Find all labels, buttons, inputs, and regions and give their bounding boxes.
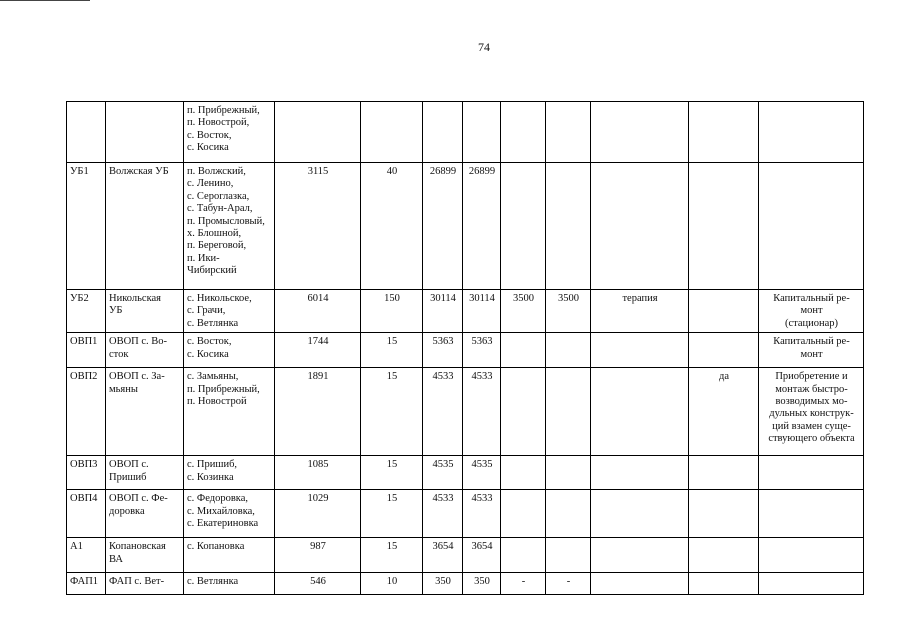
facility-name-cell-line: Пришиб	[109, 471, 147, 483]
value-a-cell	[423, 102, 463, 163]
note-cell	[759, 538, 864, 573]
profile-cell	[591, 538, 689, 573]
profile-cell	[591, 333, 689, 368]
value-c-cell: 3500	[501, 290, 546, 333]
value-d-cell: -	[546, 573, 591, 595]
settlements-cell-line: с. Ветлянка	[187, 576, 239, 588]
settlements-cell-line: с. Федоровка,	[187, 493, 249, 505]
value-b-cell: 5363	[463, 333, 501, 368]
note-cell-line: монт	[800, 305, 823, 317]
settlements-cell-line: с. Восток,	[187, 129, 232, 141]
facility-code-cell	[67, 102, 106, 163]
value-b-cell	[463, 102, 501, 163]
facility-name-cell	[106, 290, 184, 333]
note-cell	[759, 290, 864, 333]
capacity-cell: 15	[361, 456, 423, 490]
table-row	[67, 290, 864, 333]
top-rule-line	[0, 0, 90, 1]
population-cell: 987	[275, 538, 361, 573]
facility-name-cell	[106, 333, 184, 368]
settlements-cell-line: п. Ики-	[187, 252, 220, 264]
settlements-cell	[184, 456, 275, 490]
population-cell: 1085	[275, 456, 361, 490]
flag-cell	[689, 573, 759, 595]
settlements-cell-line: с. Екатериновка	[187, 518, 259, 530]
note-cell-line: возводимых мо-	[775, 396, 848, 408]
settlements-cell-line: с. Замьяны,	[187, 371, 239, 383]
settlements-cell	[184, 368, 275, 456]
profile-cell	[591, 163, 689, 290]
settlements-cell-line: Чибирский	[187, 265, 237, 277]
settlements-cell-line: с. Восток,	[187, 336, 232, 348]
settlements-cell-line: п. Новострой	[187, 396, 247, 408]
settlements-cell-line: п. Береговой,	[187, 240, 247, 252]
note-cell	[759, 456, 864, 490]
capacity-cell: 40	[361, 163, 423, 290]
facility-name-cell	[106, 368, 184, 456]
value-d-cell	[546, 368, 591, 456]
capacity-cell: 15	[361, 538, 423, 573]
facility-code-cell: УБ1	[67, 163, 106, 290]
value-c-cell	[501, 456, 546, 490]
value-a-cell: 3654	[423, 538, 463, 573]
settlements-cell	[184, 573, 275, 595]
facility-code-cell: ФАП1	[67, 573, 106, 595]
facility-name-cell	[106, 163, 184, 290]
value-b-cell: 30114	[463, 290, 501, 333]
population-cell: 1029	[275, 490, 361, 538]
flag-cell	[689, 333, 759, 368]
flag-cell	[689, 102, 759, 163]
value-a-cell: 4533	[423, 490, 463, 538]
facility-name-cell	[106, 538, 184, 573]
capacity-cell: 15	[361, 490, 423, 538]
facility-name-cell-line: Волжская УБ	[109, 166, 169, 177]
settlements-cell-line: с. Копановка	[187, 541, 245, 553]
facility-name-cell-line: УБ	[109, 305, 123, 317]
facility-code-cell: УБ2	[67, 290, 106, 333]
note-cell-line: Приобретение и	[775, 371, 848, 383]
settlements-cell-line: с. Грачи,	[187, 305, 226, 317]
value-a-cell: 30114	[423, 290, 463, 333]
value-c-cell	[501, 368, 546, 456]
value-b-cell: 350	[463, 573, 501, 595]
value-a-cell: 26899	[423, 163, 463, 290]
flag-cell	[689, 456, 759, 490]
settlements-cell-line: п. Промысловый,	[187, 215, 265, 227]
facility-name-cell-line: ФАП с. Вет-	[109, 576, 165, 588]
facility-code-cell: А1	[67, 538, 106, 573]
value-c-cell: -	[501, 573, 546, 595]
facility-name-cell-line: мьяны	[109, 383, 138, 395]
profile-cell	[591, 573, 689, 595]
facility-code-cell: ОВП4	[67, 490, 106, 538]
note-cell	[759, 102, 864, 163]
capacity-cell	[361, 102, 423, 163]
facility-code-cell: ОВП3	[67, 456, 106, 490]
table-row	[67, 333, 864, 368]
facility-name-cell-line: доровка	[109, 505, 145, 517]
facility-name-cell	[106, 573, 184, 595]
population-cell	[275, 102, 361, 163]
flag-cell	[689, 290, 759, 333]
note-cell	[759, 163, 864, 290]
settlements-cell-line: п. Прибрежный,	[187, 105, 260, 116]
note-cell-line: дульных конструк-	[769, 408, 854, 420]
note-cell-line: (стационар)	[784, 317, 839, 329]
population-cell: 3115	[275, 163, 361, 290]
flag-cell	[689, 163, 759, 290]
settlements-cell-line: п. Новострой,	[187, 117, 250, 129]
settlements-cell-line: с. Никольское,	[187, 293, 252, 304]
table-row	[67, 573, 864, 595]
settlements-cell	[184, 290, 275, 333]
value-d-cell	[546, 333, 591, 368]
table-row	[67, 490, 864, 538]
table-row	[67, 102, 864, 163]
note-cell-line: Капитальный ре-	[773, 336, 850, 348]
value-d-cell	[546, 538, 591, 573]
facility-name-cell	[106, 490, 184, 538]
value-c-cell	[501, 163, 546, 290]
value-d-cell: 3500	[546, 290, 591, 333]
settlements-cell-line: с. Козинка	[187, 471, 234, 483]
note-cell-line: ствующего объекта	[768, 433, 855, 445]
settlements-cell-line: с. Михайловка,	[187, 505, 255, 517]
note-cell-line: монт	[800, 348, 823, 360]
note-cell-line: монтаж быстро-	[775, 383, 848, 395]
facilities-table	[66, 101, 864, 595]
profile-cell	[591, 102, 689, 163]
capacity-cell: 15	[361, 368, 423, 456]
settlements-cell-line: с. Ветлянка	[187, 317, 239, 329]
flag-cell	[689, 490, 759, 538]
flag-cell: да	[689, 368, 759, 456]
facility-name-cell-line: Никольская	[109, 293, 162, 304]
settlements-cell	[184, 102, 275, 163]
capacity-cell: 15	[361, 333, 423, 368]
facility-name-cell-line: ОВОП с.	[109, 459, 149, 471]
value-b-cell: 4533	[463, 490, 501, 538]
population-cell: 546	[275, 573, 361, 595]
page-number: 74	[478, 40, 490, 54]
settlements-cell	[184, 333, 275, 368]
facility-name-cell-line: сток	[109, 348, 129, 360]
value-c-cell	[501, 102, 546, 163]
facility-name-cell-line: ОВОП с. Во-	[109, 336, 168, 348]
settlements-cell-line: п. Прибрежный,	[187, 383, 260, 395]
table-row	[67, 538, 864, 573]
settlements-cell	[184, 163, 275, 290]
note-cell	[759, 573, 864, 595]
value-b-cell: 4535	[463, 456, 501, 490]
value-c-cell	[501, 333, 546, 368]
settlements-cell	[184, 538, 275, 573]
settlements-cell	[184, 490, 275, 538]
facility-name-cell-line: Копановская	[109, 541, 166, 553]
facility-code-cell: ОВП1	[67, 333, 106, 368]
value-a-cell: 350	[423, 573, 463, 595]
capacity-cell: 150	[361, 290, 423, 333]
settlements-cell-line: с. Пришиб,	[187, 459, 238, 471]
value-c-cell	[501, 490, 546, 538]
value-a-cell: 5363	[423, 333, 463, 368]
value-b-cell: 4533	[463, 368, 501, 456]
value-a-cell: 4533	[423, 368, 463, 456]
settlements-cell-line: с. Ленино,	[187, 178, 234, 190]
value-c-cell	[501, 538, 546, 573]
facility-name-cell	[106, 456, 184, 490]
note-cell-line: ций взамен суще-	[772, 420, 851, 432]
population-cell: 1891	[275, 368, 361, 456]
note-cell-line: Капитальный ре-	[773, 293, 850, 304]
value-b-cell: 3654	[463, 538, 501, 573]
profile-cell: терапия	[591, 290, 689, 333]
population-cell: 6014	[275, 290, 361, 333]
settlements-cell-line: с. Табун-Арал,	[187, 203, 253, 215]
population-cell: 1744	[275, 333, 361, 368]
profile-cell	[591, 456, 689, 490]
note-cell	[759, 368, 864, 456]
settlements-cell-line: с. Сероглазка,	[187, 190, 250, 202]
table-row	[67, 368, 864, 456]
facility-name-cell-line: ВА	[109, 553, 123, 565]
facility-name-cell-line: ОВОП с. Фе-	[109, 493, 168, 505]
capacity-cell: 10	[361, 573, 423, 595]
note-cell	[759, 333, 864, 368]
note-cell	[759, 490, 864, 538]
settlements-cell-line: с. Косика	[187, 348, 229, 360]
settlements-cell-line: с. Косика	[187, 142, 229, 154]
value-a-cell: 4535	[423, 456, 463, 490]
settlements-cell-line: х. Блошной,	[187, 228, 242, 240]
value-d-cell	[546, 163, 591, 290]
facility-name-cell	[106, 102, 184, 163]
table-row	[67, 456, 864, 490]
facility-code-cell: ОВП2	[67, 368, 106, 456]
value-d-cell	[546, 456, 591, 490]
value-b-cell: 26899	[463, 163, 501, 290]
facility-name-cell-line: ОВОП с. За-	[109, 371, 165, 383]
value-d-cell	[546, 102, 591, 163]
profile-cell	[591, 368, 689, 456]
settlements-cell-line: п. Волжский,	[187, 166, 246, 177]
value-d-cell	[546, 490, 591, 538]
flag-cell	[689, 538, 759, 573]
table-row	[67, 163, 864, 290]
profile-cell	[591, 490, 689, 538]
